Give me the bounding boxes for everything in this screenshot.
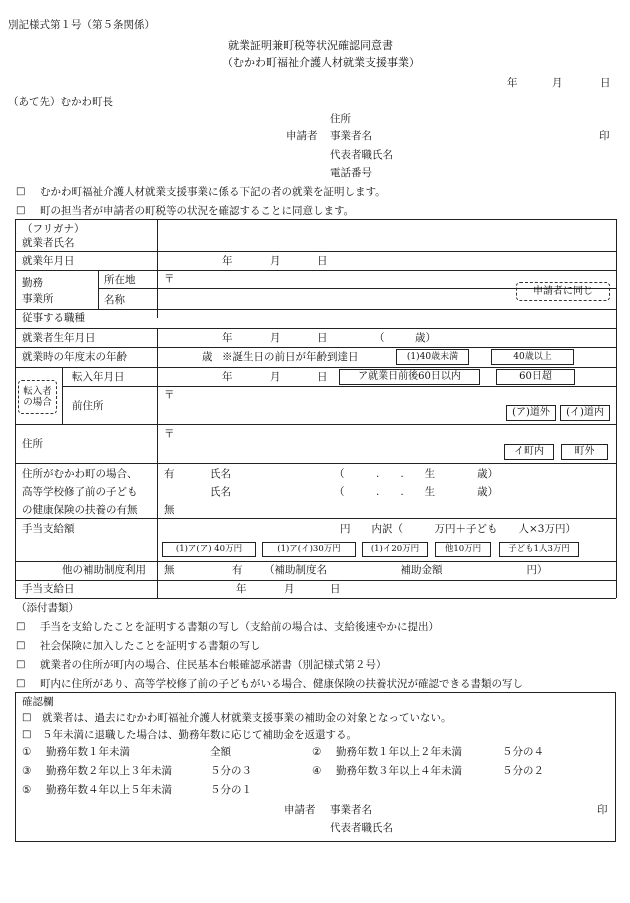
other-subsidy-yes-option[interactable]: 有 [232, 564, 243, 576]
attachment-item: 手当を支給したことを証明する書類の写し（支給前の場合は、支給後速やかに提出） [40, 621, 439, 633]
month-label: 月 [284, 583, 295, 595]
date-month-label: 月 [552, 77, 563, 89]
checkbox[interactable]: □ [16, 640, 26, 651]
transfer-in-badge [18, 380, 57, 414]
checkbox[interactable]: □ [22, 712, 32, 723]
page-subtitle: （むかわ町福祉介護人材就業支援事業） [222, 56, 420, 69]
move-in-option-over-60[interactable]: 60日超 [496, 369, 575, 385]
workplace-label-1: 勤務 [22, 277, 43, 289]
declaration-tax-consent: 町の担当者が申請者の町税等の状況を確認することに同意します。 [40, 205, 355, 217]
birth-date-label: 就業者生年月日 [22, 332, 96, 344]
child-birth-template: （ . . 生 歳） [334, 468, 499, 480]
confirmation-item: 就業者は、過去にむかわ町福祉介護人材就業支援事業の補助金の対象となっていない。 [42, 712, 452, 724]
repay-period: 勤務年数４年以上５年未満 [46, 784, 172, 796]
previous-option-inside-hokkaido[interactable]: (イ)道内 [560, 405, 610, 421]
repay-period: 勤務年数１年以上２年未満 [336, 746, 462, 758]
day-label: 日 [317, 255, 328, 267]
postal-mark: 〒 [164, 389, 175, 401]
child-label-line1: 住所がむかわ町の場合、 [22, 468, 138, 480]
repay-no: ⑤ [22, 784, 32, 796]
month-label: 月 [270, 371, 281, 383]
checkbox[interactable]: □ [16, 205, 26, 216]
repay-no: ③ [22, 765, 32, 777]
applicant-role: 申請者 [286, 130, 318, 142]
previous-option-outside-hokkaido[interactable]: (ア)道外 [506, 405, 556, 421]
furigana-label: （フリガナ） [22, 223, 85, 235]
allowance-option-10man[interactable]: 他10万円 [435, 542, 491, 557]
repay-no: ① [22, 746, 32, 758]
previous-address-label: 前住所 [72, 400, 104, 412]
year-label: 年 [222, 371, 233, 383]
addressee: （あて先）むかわ町長 [8, 96, 113, 108]
confirmation-heading: 確認欄 [22, 696, 54, 708]
allowance-label: 手当支給額 [22, 523, 75, 535]
allowance-option-40man[interactable]: (1)ア(ア) 40万円 [162, 542, 256, 557]
repay-amount: ５分の１ [210, 784, 252, 796]
repay-amount: ５分の４ [502, 746, 544, 758]
move-in-option-within-60[interactable]: ア就業日前後60日以内 [339, 369, 480, 385]
date-day-label: 日 [600, 77, 611, 89]
checkbox[interactable]: □ [16, 621, 26, 632]
child-label-line2: 高等学校修了前の子ども [22, 486, 138, 498]
month-label: 月 [270, 255, 281, 267]
other-subsidy-detail: （補助制度名 補助金額 円） [264, 564, 548, 576]
child-birth-template: （ . . 生 歳） [334, 486, 499, 498]
applicant-phone-label: 電話番号 [330, 167, 372, 179]
child-yes-option[interactable]: 有 [164, 468, 175, 480]
allowance-option-20man[interactable]: (1)イ20万円 [362, 542, 428, 557]
confirmation-business-name-label: 事業者名 [330, 804, 372, 816]
applicant-business-name-label: 事業者名 [330, 130, 372, 142]
attachment-item: 社会保険に加入したことを証明する書類の写し [40, 640, 261, 652]
repay-period: 勤務年数３年以上４年未満 [336, 765, 462, 777]
age-paren-open: （ [374, 332, 385, 344]
workplace-name-label: 名称 [104, 294, 125, 306]
repay-amount: 全額 [210, 746, 231, 758]
attachments-heading: （添付書類） [16, 602, 79, 614]
postal-mark: 〒 [164, 428, 175, 440]
seal-mark: 印 [599, 130, 610, 142]
age-option-under-40[interactable]: (1)40歳未満 [396, 349, 469, 365]
workplace-label-2: 事業所 [22, 293, 54, 305]
allowance-option-child[interactable]: 子ども1人3万円 [499, 542, 579, 557]
age-suffix: 歳 [202, 351, 213, 363]
year-label: 年 [222, 255, 233, 267]
confirmation-applicant-role: 申請者 [284, 804, 316, 816]
other-subsidy-label: 他の補助制度利用 [62, 564, 146, 576]
employment-date-label: 就業年月日 [22, 255, 75, 267]
age-unit: 歳） [415, 332, 436, 344]
child-label-line3: の健康保険の扶養の有無 [22, 504, 138, 516]
child-no-option[interactable]: 無 [164, 504, 175, 516]
child-name-label: 氏名 [210, 486, 231, 498]
month-label: 月 [270, 332, 281, 344]
applicant-address-label: 住所 [330, 113, 351, 125]
allowance-option-30man[interactable]: (1)ア(イ)30万円 [262, 542, 356, 557]
transfer-label-1: 転入者 [23, 385, 52, 397]
day-label: 日 [317, 371, 328, 383]
payment-date-label: 手当支給日 [22, 583, 75, 595]
form-number: 別記様式第１号（第５条関係） [8, 19, 155, 31]
checkbox[interactable]: □ [16, 678, 26, 689]
date-year-label: 年 [507, 77, 518, 89]
checkbox[interactable]: □ [16, 659, 26, 670]
seal-mark: 印 [597, 804, 608, 816]
postal-mark: 〒 [164, 273, 175, 285]
confirmation-item: ５年未満に退職した場合は、勤務年数に応じて補助金を返還する。 [42, 729, 357, 741]
residence-label: 住所 [22, 438, 43, 450]
page-title: 就業証明兼町税等状況確認同意書 [228, 39, 393, 52]
repay-period: 勤務年数１年未満 [46, 746, 130, 758]
attachment-item: 就業者の住所が町内の場合、住民基本台帳確認承諾書（別記様式第２号） [40, 659, 387, 671]
day-label: 日 [330, 583, 341, 595]
same-as-applicant-option[interactable]: 申請者に同じ [516, 282, 610, 301]
year-label: 年 [236, 583, 247, 595]
confirmation-representative-label: 代表者職氏名 [330, 822, 393, 834]
occupation-label: 従事する職種 [22, 312, 85, 324]
residence-option-out-of-town[interactable]: 町外 [561, 444, 608, 460]
location-label: 所在地 [104, 274, 136, 286]
repay-no: ② [312, 746, 322, 758]
day-label: 日 [317, 332, 328, 344]
residence-option-in-town[interactable]: イ町内 [504, 444, 554, 460]
year-label: 年 [222, 332, 233, 344]
worker-name-label: 就業者氏名 [22, 237, 75, 249]
age-label: 就業時の年度末の年齢 [22, 351, 127, 363]
checkbox[interactable]: □ [16, 186, 26, 197]
repay-no: ④ [312, 765, 322, 777]
move-in-date-label: 転入年月日 [72, 371, 125, 383]
repay-amount: ５分の３ [210, 765, 252, 777]
transfer-label-2: の場合 [23, 397, 52, 408]
checkbox[interactable]: □ [22, 729, 32, 740]
other-subsidy-no-option[interactable]: 無 [164, 564, 175, 576]
allowance-breakdown: 円 内訳（ 万円＋子ども 人×3万円） [340, 523, 576, 535]
attachment-item: 町内に住所があり、高等学校修了前の子どもがいる場合、健康保険の扶養状況が確認できる書類の写し [40, 678, 523, 690]
declaration-employment: むかわ町福祉介護人材就業支援事業に係る下記の者の就業を証明します。 [40, 186, 386, 198]
repay-amount: ５分の２ [502, 765, 544, 777]
repay-period: 勤務年数２年以上３年未満 [46, 765, 172, 777]
child-name-label: 氏名 [210, 468, 231, 480]
age-option-40-plus[interactable]: 40歳以上 [491, 349, 574, 365]
applicant-representative-label: 代表者職氏名 [330, 149, 393, 161]
age-note: ※誕生日の前日が年齢到達日 [222, 351, 359, 363]
